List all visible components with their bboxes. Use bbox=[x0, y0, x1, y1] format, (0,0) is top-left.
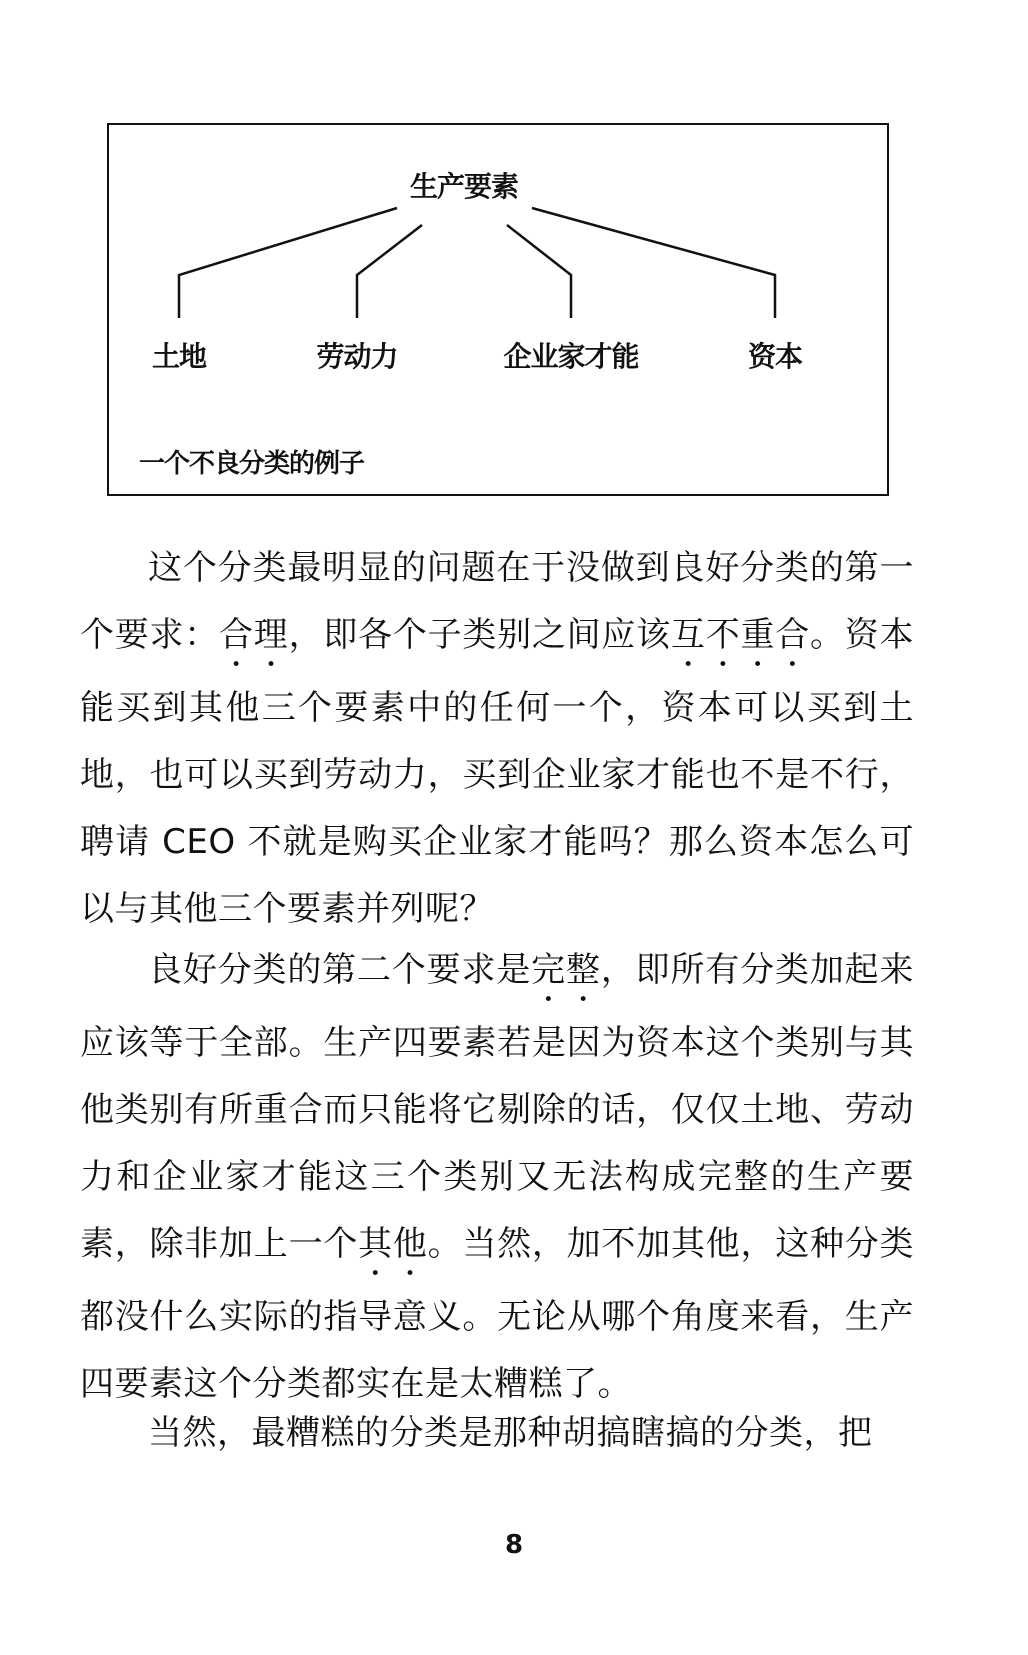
paragraph-1-text-c: 。资本能买到其他三个要素中的任何一个，资本可以买到土地，也可以买到劳动力，买到企业家才能也不是不行，聘请 CEO 不就是购买企业家才能吗？那么资本怎么可以与其他三个要素并列呢？ bbox=[80, 615, 915, 929]
connector-entrepreneurship bbox=[507, 225, 571, 318]
tree-node-labor: 劳动力 bbox=[316, 340, 398, 373]
emphasis-reasonable: 合理 bbox=[219, 615, 289, 655]
paragraph-1-text-a: 这个分类最明显的问题在于没做到良好分类的第一个要求： bbox=[80, 548, 914, 655]
emphasis-complete: 完整 bbox=[531, 950, 601, 990]
tree-root-node: 生产要素 bbox=[409, 170, 519, 203]
figure-caption: 一个不良分类的例子 bbox=[139, 449, 365, 479]
emphasis-other: 其他 bbox=[358, 1224, 428, 1264]
paragraph-1 bbox=[80, 535, 914, 943]
connector-labor bbox=[357, 225, 422, 318]
paragraph-3: 当然，最糟糕的分类是那种胡搞瞎搞的分类，把 bbox=[148, 1413, 873, 1453]
connector-land bbox=[179, 208, 397, 318]
paragraph-2-text-b: ，即所有分类加起来应该等于全部。生产四要素若是因为资本这个类别与其他类别有所重合而只能将它剔除的话，仅仅土地、劳动力和企业家才能这三个类别又无法构成完整的生产要素，除非加上一个 bbox=[80, 950, 915, 1264]
paragraph-2 bbox=[80, 937, 914, 1418]
emphasis-no-overlap: 互不重合 bbox=[670, 615, 810, 655]
tree-node-capital: 资本 bbox=[747, 340, 803, 373]
classification-figure bbox=[107, 123, 889, 496]
tree-node-land: 土地 bbox=[151, 340, 207, 373]
tree-node-entrepreneurship: 企业家才能 bbox=[503, 340, 639, 373]
paragraph-2-text-c: 。当然，加不加其他，这种分类都没什么实际的指导意义。无论从哪个角度来看，生产四要素这个分类都实在是太糟糕了。 bbox=[80, 1224, 915, 1404]
connector-capital bbox=[532, 208, 775, 318]
page-number: 8 bbox=[504, 1530, 524, 1560]
paragraph-2-text-a: 良好分类的第二个要求是 bbox=[148, 950, 532, 990]
paragraph-1-text-b: ，即各个子类别之间应该 bbox=[288, 615, 671, 655]
